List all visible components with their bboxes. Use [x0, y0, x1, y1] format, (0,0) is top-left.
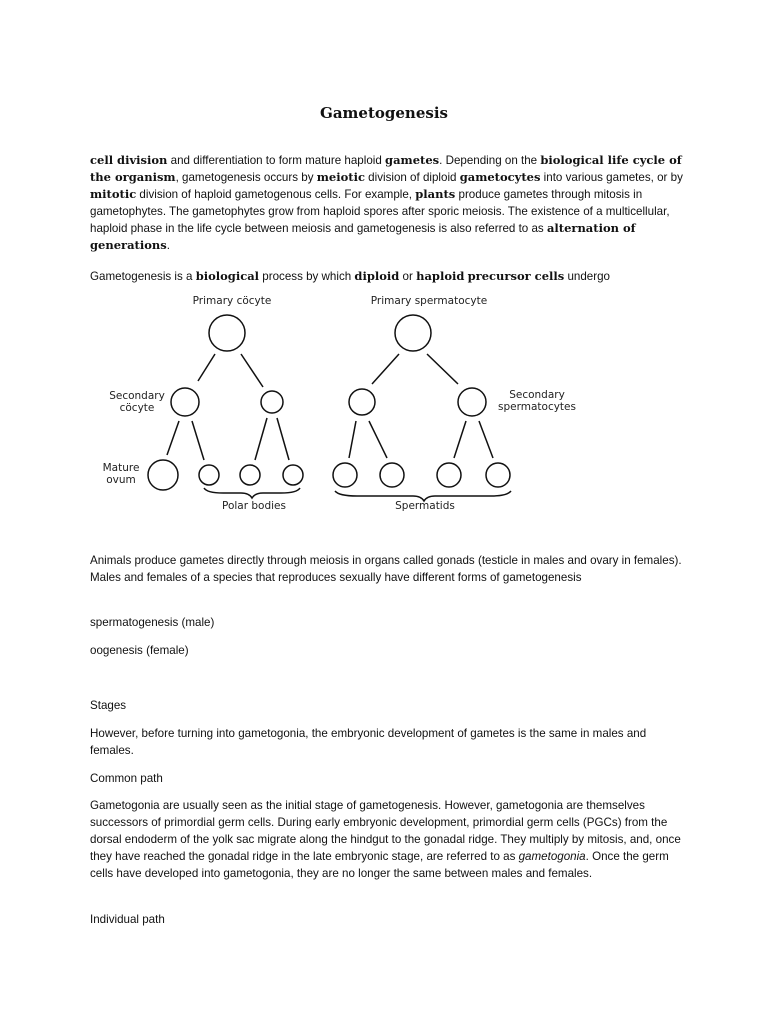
polar-body-cell [199, 465, 219, 485]
branch-line [255, 418, 267, 460]
term-gametogonia: gametogonia [518, 850, 586, 863]
first-polar-body-cell [261, 391, 283, 413]
label-secondary-spermatocytes: spermatocytes [498, 401, 576, 413]
label-secondary-spermatocytes: Secondary [509, 389, 565, 401]
however-paragraph: However, before turning into gametogonia, the embryonic development of gametes is the same in males and females. [90, 727, 647, 757]
definition-paragraph: Gametogenesis is a biological process by which diploid or haploid precursor cells undergo [90, 269, 610, 283]
term-diploid: diploid [354, 269, 400, 283]
branch-line [454, 421, 466, 458]
primary-spermatocyte-cell [395, 315, 431, 351]
secondary-spermatocyte-cell [458, 388, 486, 416]
individual-path-heading: Individual path [90, 913, 165, 926]
term-plants: plants [415, 187, 456, 201]
label-secondary-oocyte: cöcyte [119, 402, 155, 414]
spermatogenesis-line: spermatogenesis (male) [90, 616, 215, 629]
secondary-spermatocyte-cell [349, 389, 375, 415]
spermatid-cell [380, 463, 404, 487]
term-gametocytes: gametocytes [459, 170, 541, 184]
branch-line [192, 421, 204, 460]
branch-line [427, 354, 458, 384]
term-biological: biological [195, 269, 260, 283]
oogenesis-line: oogenesis (female) [90, 644, 189, 657]
animals-paragraph: Animals produce gametes directly through meiosis in organs called gonads (testicle in males and ovary in females). Males and females of a species that reproduces sexually have different forms of gametogenesis [90, 554, 682, 584]
stages-heading: Stages [90, 699, 127, 712]
label-spermatids: Spermatids [395, 500, 455, 512]
polar-body-cell [240, 465, 260, 485]
gametogonia-paragraph: Gametogonia are usually seen as the initial stage of gametogenesis. However, gametogonia are themselves successors of primordial germ cells. During early embryonic development, primordial germ cells (PGCs) from the dorsal endoderm of the yolk sac migrate along the hindgut to the gonadal ridge. They multiply by mitosis, and, once they have reached the gonadal ridge in the late embryonic stage, are referred to as gametogonia. Once the germ cells have developed into gametogonia, they are no longer the same between males and females. [90, 799, 681, 880]
polar-body-cell [283, 465, 303, 485]
spermatid-cell [437, 463, 461, 487]
term-meiotic: meiotic [316, 170, 365, 184]
branch-line [198, 354, 215, 381]
term-mitotic: mitotic [90, 187, 137, 201]
term-precursor-cells: precursor cells [467, 269, 565, 283]
gametogenesis-diagram [95, 288, 605, 518]
term-alternation: alternation of generations [90, 221, 636, 252]
term-gametes: gametes [385, 153, 440, 167]
page-title: Gametogenesis [320, 104, 448, 122]
term-life-cycle: biological life cycle of the organism [90, 153, 682, 184]
branch-line [479, 421, 493, 458]
label-polar-bodies: Polar bodies [222, 500, 286, 512]
label-mature-ovum: ovum [106, 474, 136, 486]
label-primary-spermatocyte: Primary spermatocyte [370, 295, 488, 307]
branch-line [167, 421, 179, 455]
spermatid-cell [486, 463, 510, 487]
label-secondary-oocyte: Secondary [109, 390, 165, 402]
label-mature-ovum: Mature [102, 462, 140, 474]
term-haploid: haploid [416, 269, 465, 283]
mature-ovum-cell [148, 460, 178, 490]
branch-line [241, 354, 263, 387]
branch-line [277, 418, 289, 460]
branch-line [349, 421, 356, 458]
intro-paragraph: cell division and differentiation to form mature haploid gametes. Depending on the biological life cycle of the organism, gametogenesis occurs by meiotic division of diploid gametocytes into various gametes, or by mitotic division of haploid gametogenous cells. For example, plants produce gametes through mitosis in gametophytes. The gametophytes grow from haploid spores after sporic meiosis. The existence of a multicellular, haploid phase in the life cycle between meiosis and gametogenesis is also referred to as alternation of generations. [90, 153, 683, 252]
primary-oocyte-cell [209, 315, 245, 351]
label-primary-oocyte: Primary cöcyte [192, 295, 272, 307]
spermatid-cell [333, 463, 357, 487]
secondary-oocyte-cell [171, 388, 199, 416]
common-path-heading: Common path [90, 772, 163, 785]
branch-line [372, 354, 399, 384]
branch-line [369, 421, 387, 458]
polar-bodies-brace [204, 488, 300, 498]
term-cell-division: cell division [90, 153, 168, 167]
